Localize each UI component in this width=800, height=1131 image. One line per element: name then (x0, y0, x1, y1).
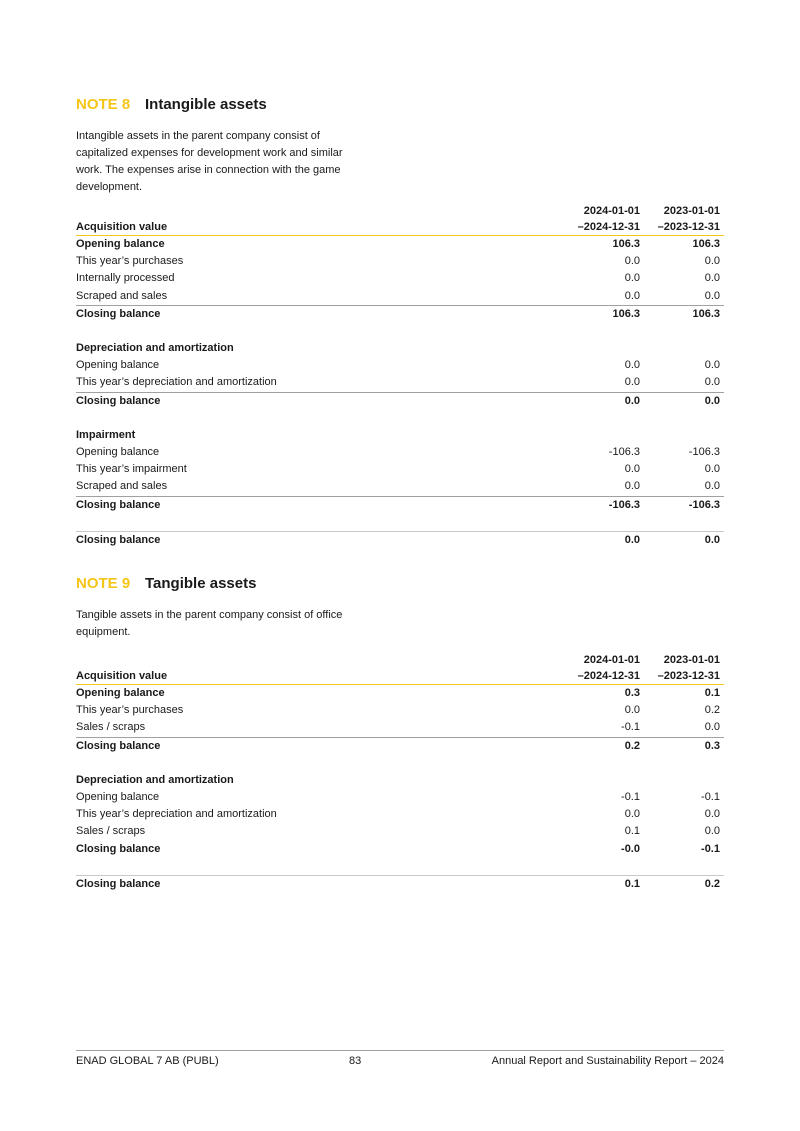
note9-depreciation-title: Depreciation and amortization (76, 773, 234, 786)
note9-number: NOTE 9 (76, 575, 131, 592)
note8-table (76, 203, 724, 549)
note9-col1-header: 2024-01-01 –2024-12-31 (560, 652, 644, 685)
note8-header-label: Acquisition value (76, 203, 560, 236)
note9-header-label: Acquisition value (76, 652, 560, 685)
note9-title: Tangible assets (145, 575, 257, 592)
table-row: Sales / scraps -0.1 0.0 (76, 719, 724, 737)
spacer-row (76, 514, 724, 532)
table-row-closing: Closing balance -0.0 -0.1 (76, 842, 720, 855)
table-row-total: Closing balance 0.0 0.0 (76, 531, 724, 549)
table-row-closing: Closing balance 0.0 0.0 (76, 394, 720, 407)
table-row: Opening balance -106.3 -106.3 (76, 446, 720, 459)
footer-report-title: Annual Report and Sustainability Report – 2024 (491, 1055, 724, 1067)
note8-number: NOTE 8 (76, 96, 131, 113)
table-row: This year’s depreciation and amortization 0.0 0.0 (76, 808, 720, 821)
note9-section (76, 575, 356, 641)
table-row: Opening balance 0.0 0.0 (76, 359, 720, 372)
table-row: Sales / scraps 0.1 0.0 (76, 825, 720, 838)
section-heading-row (76, 755, 724, 789)
note9-header-row (76, 652, 724, 685)
table-row: This year’s depreciation and amortization 0.0 0.0 (76, 374, 724, 392)
note8-col2-header: 2023-01-01 –2023-12-31 (644, 203, 724, 236)
table-row-closing: Closing balance 0.2 0.3 (76, 739, 720, 752)
footer-page-number: 83 (349, 1055, 362, 1067)
spacer-row (76, 858, 724, 876)
table-row: This year’s purchases 0.0 0.2 (76, 704, 720, 717)
note9-col2-header: 2023-01-01 –2023-12-31 (644, 652, 724, 685)
page-footer (76, 1050, 724, 1067)
table-row: Opening balance 0.3 0.1 (76, 687, 720, 699)
table-row: Scraped and sales 0.0 0.0 (76, 288, 724, 306)
section-heading-row (76, 410, 724, 444)
note9-table (76, 652, 724, 893)
note8-heading (76, 96, 356, 116)
table-row: Opening balance 106.3 106.3 (76, 238, 720, 250)
note8-section (76, 96, 356, 196)
note8-title: Intangible assets (145, 96, 267, 113)
table-row: Scraped and sales 0.0 0.0 (76, 478, 724, 496)
table-row-closing: Closing balance -106.3 -106.3 (76, 498, 720, 511)
table-row: Internally processed 0.0 0.0 (76, 272, 720, 285)
note8-col1-header: 2024-01-01 –2024-12-31 (560, 203, 644, 236)
table-row-closing: Closing balance 106.3 106.3 (76, 307, 720, 320)
note8-intro: Intangible assets in the parent company consist of capitalized expenses for development work and similar work. The expenses arise in connection with the game development. (76, 130, 343, 193)
table-row: This year’s impairment 0.0 0.0 (76, 463, 720, 476)
note8-header-row (76, 203, 724, 236)
table-row-total: Closing balance 0.1 0.2 (76, 875, 724, 893)
note8-depreciation-title: Depreciation and amortization (76, 342, 234, 355)
note9-heading (76, 575, 356, 595)
table-row: This year’s purchases 0.0 0.0 (76, 255, 720, 268)
footer-company: ENAD GLOBAL 7 AB (PUBL) (76, 1055, 219, 1067)
note9-intro: Tangible assets in the parent company consist of office equipment. (76, 609, 343, 638)
section-heading-row (76, 323, 724, 357)
table-row: Opening balance -0.1 -0.1 (76, 791, 720, 804)
note8-impairment-title: Impairment (76, 428, 136, 441)
